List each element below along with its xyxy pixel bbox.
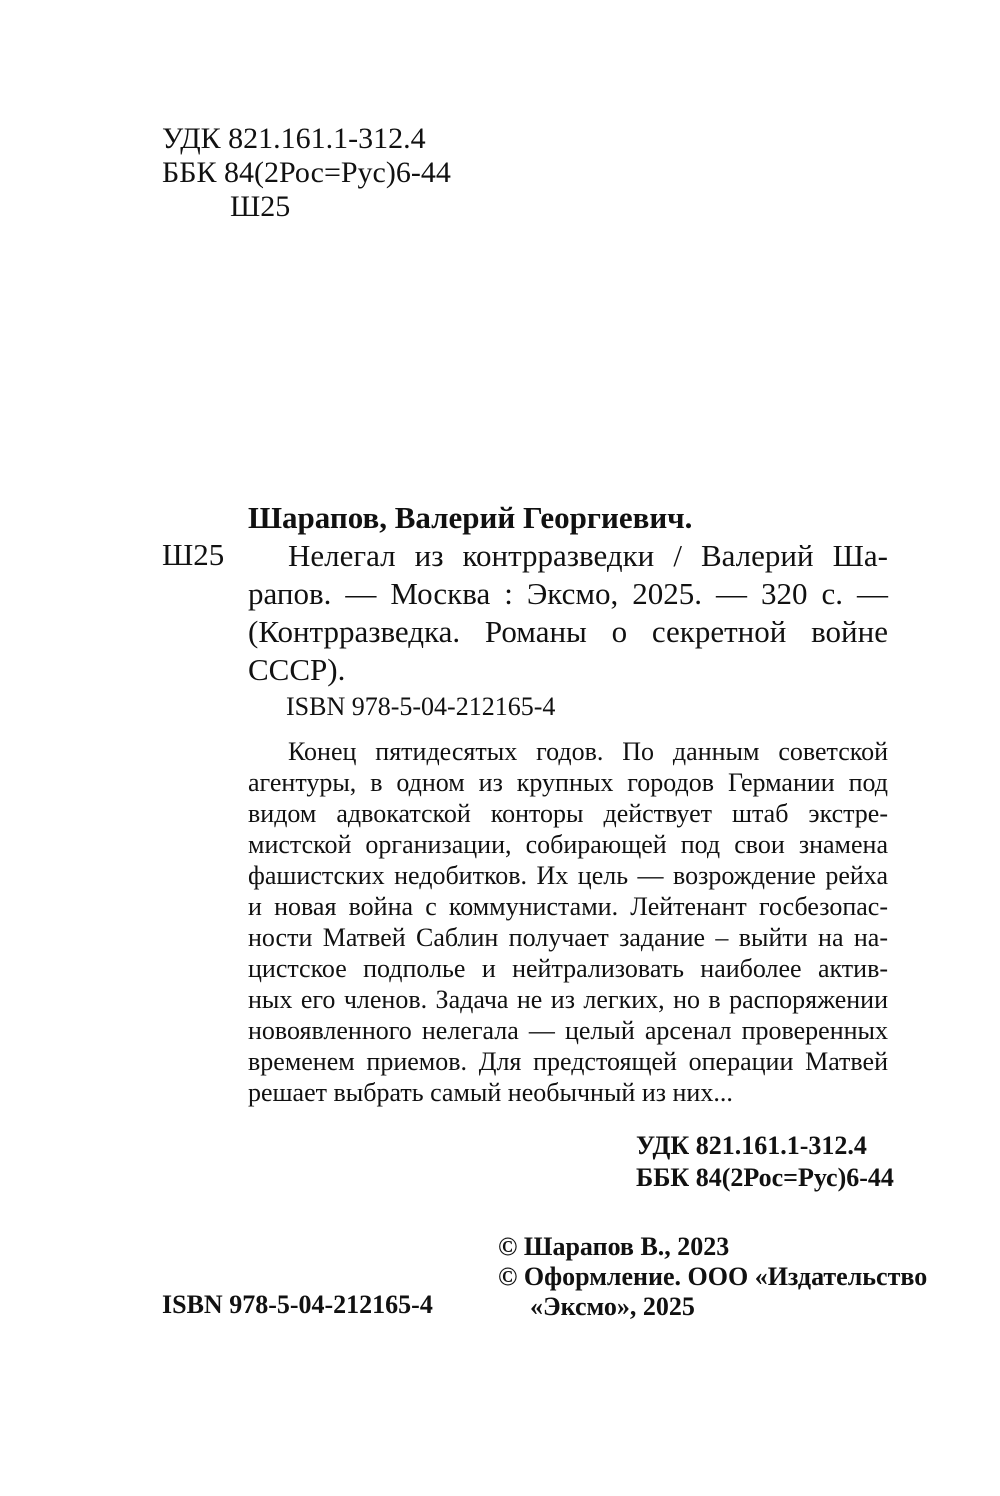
header-cutter: Ш25 (230, 190, 291, 223)
annotation-line: видом адвокатской конторы действует штаб экстре- (248, 799, 888, 828)
title-line: (Контрразведка. Романы о секретной войне (248, 614, 888, 649)
header-classification-codes (162, 122, 451, 224)
annotation-line: агентуры, в одном из крупных городов Германии под (248, 768, 888, 797)
title-line: СССР). (248, 652, 346, 687)
annotation-line: цистское подполье и нейтрализовать наиболее актив- (248, 954, 888, 983)
annotation-line: ности Матвей Саблин получает задание – выйти на на- (248, 923, 888, 952)
annotation (248, 736, 888, 1108)
annotation-line: фашистских недобитков. Их цель — возрождение рейха (248, 861, 888, 890)
record-cutter: Ш25 (162, 537, 225, 572)
footer-udk: УДК 821.161.1-312.4 (636, 1131, 867, 1160)
copyright-publisher: «Эксмо», 2025 (530, 1292, 695, 1321)
header-udk: УДК 821.161.1-312.4 (162, 122, 426, 155)
annotation-line: новоявленного нелегала — целый арсенал проверенных (248, 1016, 888, 1045)
title-line: рапов. — Москва : Эксмо, 2025. — 320 с. — (248, 576, 888, 611)
copyright-block (498, 1232, 927, 1322)
bottom-isbn: ISBN 978-5-04-212165-4 (162, 1290, 433, 1319)
author-heading: Шарапов, Валерий Георгиевич. (248, 500, 693, 535)
copyright-design: © Оформление. ООО «Издательство (498, 1262, 928, 1291)
record-isbn: ISBN 978-5-04-212165-4 (286, 692, 556, 721)
annotation-line: ных его членов. Задача не из легких, но в распоряжении (248, 985, 888, 1014)
copyright-author: © Шарапов В., 2023 (498, 1232, 730, 1261)
footer-bbk: ББК 84(2Рос=Рус)6-44 (636, 1163, 894, 1192)
title-line: Нелегал из контрразведки / Валерий Ша- (288, 538, 888, 573)
footer-classification-codes (636, 1130, 894, 1194)
annotation-line: Конец пятидесятых годов. По данным советской (288, 737, 888, 766)
annotation-line: временем приемов. Для предстоящей операции Матвей (248, 1047, 888, 1076)
annotation-line: и новая война с коммунистами. Лейтенант госбезопас- (248, 892, 888, 921)
annotation-line: решает выбрать самый необычный из них... (248, 1078, 733, 1107)
header-bbk: ББК 84(2Рос=Рус)6-44 (162, 156, 451, 189)
title-description (248, 537, 888, 689)
annotation-line: мистской организации, собирающей под свои знамена (248, 830, 888, 859)
